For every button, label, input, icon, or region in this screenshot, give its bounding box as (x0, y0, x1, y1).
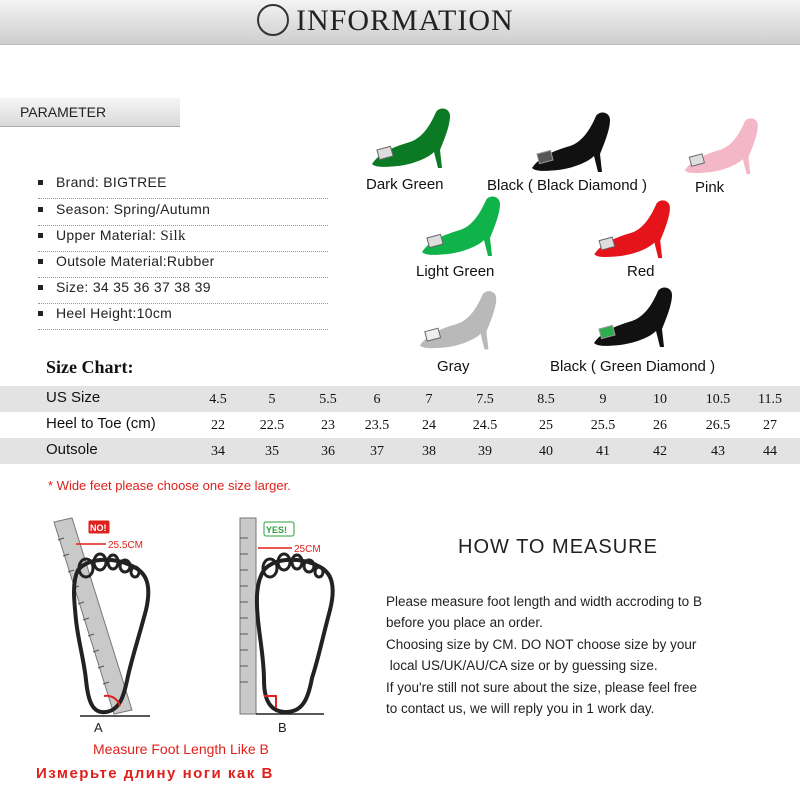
spec-brand (38, 172, 328, 199)
row-header: Heel to Toe (cm) (46, 415, 156, 432)
size-cell: 24 (422, 418, 436, 433)
spec-outsole-material (38, 251, 328, 278)
color-label-light-green: Light Green (416, 263, 495, 280)
size-chart-row-heel-to-toe (0, 412, 800, 438)
how-to-measure-title: HOW TO MEASURE (458, 536, 658, 558)
size-cell: 10.5 (705, 392, 731, 407)
size-cell: 23 (321, 418, 335, 433)
page-title: INFORMATION (296, 4, 514, 37)
measure-text-line: local US/UK/AU/CA size or by guessing size. (386, 658, 658, 673)
size-cell: 25 (539, 418, 553, 433)
size-cell: 7 (425, 392, 433, 407)
shoe-red (592, 198, 680, 260)
color-label-red: Red (627, 263, 655, 280)
row-header: Outsole (46, 441, 98, 458)
svg-text:B: B (278, 720, 287, 735)
size-cell: 43 (711, 444, 725, 459)
color-label-gray: Gray (437, 358, 470, 375)
size-chart-row-us (0, 386, 800, 412)
bullet-icon (38, 180, 43, 185)
spec-size (38, 277, 328, 304)
spec-label: Upper Material: (56, 227, 161, 243)
shoe-black-green-diamond (592, 284, 682, 350)
size-cell: 34 (211, 444, 225, 459)
spec-label: Outsole Material:Rubber (56, 253, 215, 269)
size-cell: 5 (268, 392, 276, 407)
spec-upper-material (38, 225, 328, 252)
size-cell: 40 (539, 444, 553, 459)
svg-text:YES!: YES! (266, 525, 288, 535)
measure-text-line: to contact us, we will reply you in 1 work day. (386, 701, 655, 716)
logo-circle-icon (257, 4, 289, 36)
color-label-pink: Pink (695, 179, 725, 196)
spec-season (38, 199, 328, 226)
size-cell: 9 (599, 392, 607, 407)
spec-label: Size: 34 35 36 37 38 39 (56, 279, 211, 295)
size-cell: 7.5 (476, 392, 494, 407)
size-cell: 22.5 (259, 418, 285, 433)
size-cell: 25.5 (590, 418, 616, 433)
shoe-light-green (420, 194, 510, 258)
foot-measure-diagram (20, 510, 360, 742)
parameter-tab (0, 98, 180, 127)
spec-label: Brand: BIGTREE (56, 174, 167, 190)
svg-text:25.5CM: 25.5CM (108, 540, 144, 551)
size-chart-row-outsole (0, 438, 800, 464)
bullet-icon (38, 233, 43, 238)
size-cell: 4.5 (209, 392, 227, 407)
size-cell: 10 (653, 392, 667, 407)
size-cell: 8.5 (537, 392, 555, 407)
diagram-b (240, 518, 333, 735)
size-cell: 39 (478, 444, 492, 459)
spec-value: Silk (160, 228, 186, 244)
size-cell: 11.5 (758, 392, 782, 407)
shoe-black-black-diamond (530, 110, 620, 174)
measure-text-line: If you're still not sure about the size, please feel free (386, 680, 698, 695)
color-label-dark-green: Dark Green (366, 176, 444, 193)
size-cell: 27 (763, 418, 777, 433)
parameter-tab-label: PARAMETER (20, 104, 107, 120)
size-cell: 5.5 (319, 392, 337, 407)
size-cell: 38 (422, 444, 436, 459)
size-cell: 42 (653, 444, 667, 459)
diagram-a (54, 518, 150, 735)
spec-label: Season: Spring/Autumn (56, 201, 211, 217)
color-label-black-black-diamond: Black ( Black Diamond ) (487, 177, 648, 194)
spec-heel-height (38, 303, 328, 330)
size-cell: 23.5 (364, 418, 390, 433)
size-cell: 26 (653, 418, 667, 433)
bullet-icon (38, 311, 43, 316)
measure-text-line: Please measure foot length and width accroding to B (386, 594, 702, 609)
shoe-pink (680, 116, 770, 176)
svg-text:25CM: 25CM (294, 544, 321, 555)
size-cell: 24.5 (472, 418, 498, 433)
svg-text:A: A (94, 720, 103, 735)
bullet-icon (38, 285, 43, 290)
spec-label: Heel Height:10cm (56, 305, 173, 321)
size-cell: 26.5 (705, 418, 731, 433)
size-cell: 44 (763, 444, 777, 459)
row-header: US Size (46, 389, 101, 406)
size-cell: 35 (265, 444, 279, 459)
size-chart-title: Size Chart: (46, 357, 134, 377)
measure-text-line: before you place an order. (386, 615, 543, 630)
size-cell: 22 (211, 418, 225, 433)
wide-feet-note: * Wide feet please choose one size larger. (48, 478, 291, 493)
svg-text:NO!: NO! (90, 523, 107, 533)
size-cell: 41 (596, 444, 610, 459)
color-label-black-green-diamond: Black ( Green Diamond ) (550, 358, 716, 375)
bullet-icon (38, 259, 43, 264)
size-cell: 36 (321, 444, 335, 459)
measure-caption: Measure Foot Length Like B (93, 741, 269, 757)
measure-text-line: Choosing size by CM. DO NOT choose size by your (386, 637, 697, 652)
size-cell: 37 (370, 444, 384, 459)
size-cell: 6 (373, 392, 381, 407)
shoe-gray (418, 288, 506, 352)
shoe-dark-green (370, 106, 460, 170)
measure-caption-russian: Измерьте длину ноги как В (36, 765, 274, 782)
bullet-icon (38, 207, 43, 212)
